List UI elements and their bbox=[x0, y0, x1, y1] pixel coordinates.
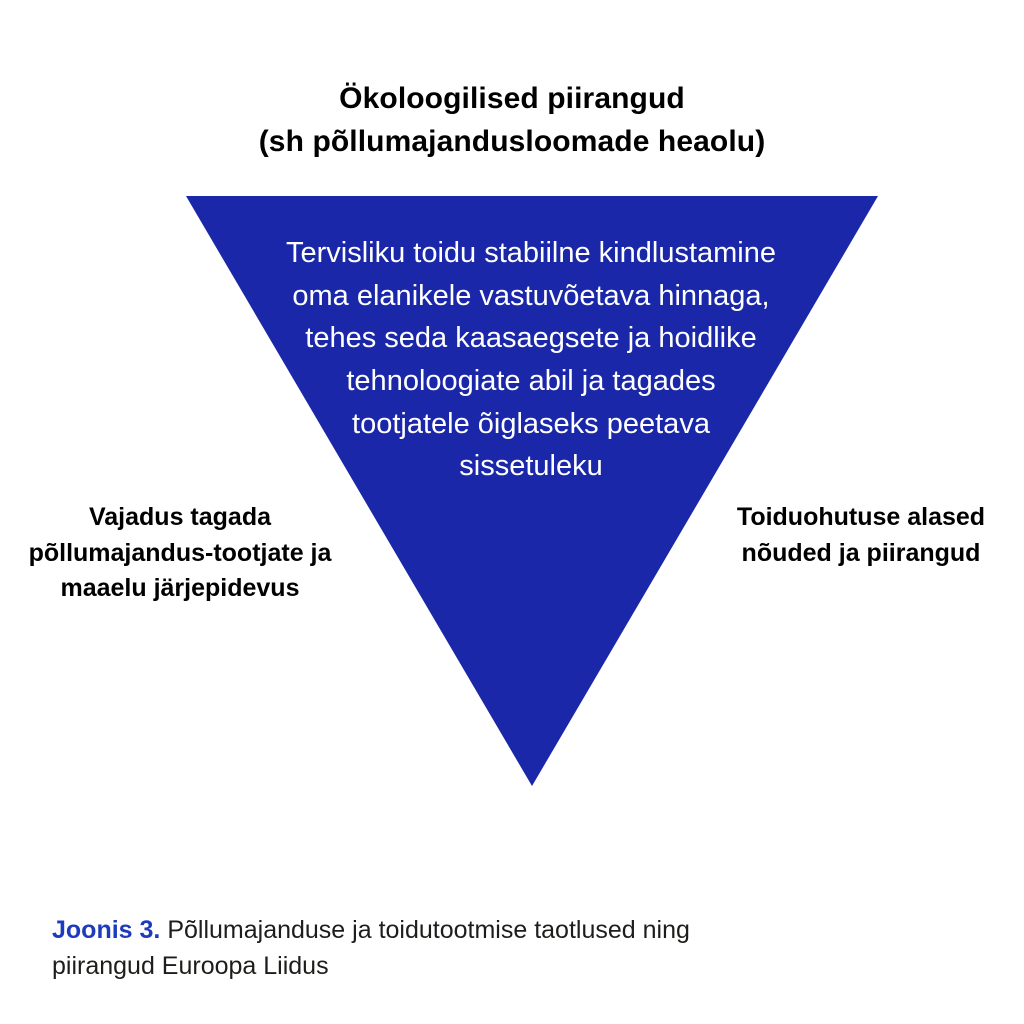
constraint-label-right: Toiduohutuse alased nõuded ja piirangud bbox=[736, 503, 986, 567]
figure-caption bbox=[52, 912, 772, 985]
constraint-label-left: Vajadus tagada põllumajandus-tootjate ja maaelu järjepidevus bbox=[28, 503, 332, 602]
figure-number: Joonis 3. bbox=[52, 916, 161, 944]
figure-caption-text: Põllumajanduse ja toidutootmise taotlused ning piirangud Euroopa Liidus bbox=[52, 916, 690, 981]
constraint-label-top: Ökoloogilised piirangud (sh põllumajandusloomade heaolu) bbox=[258, 82, 766, 158]
triangle-center-text: Tervisliku toidu stabiilne kindlustamine oma elanikele vastuvõetava hinnaga, tehes seda kaasaegsete ja hoidlike tehnoloogiate abil ja tagades tootjatele õiglaseks peetava sissetuleku bbox=[285, 237, 776, 483]
